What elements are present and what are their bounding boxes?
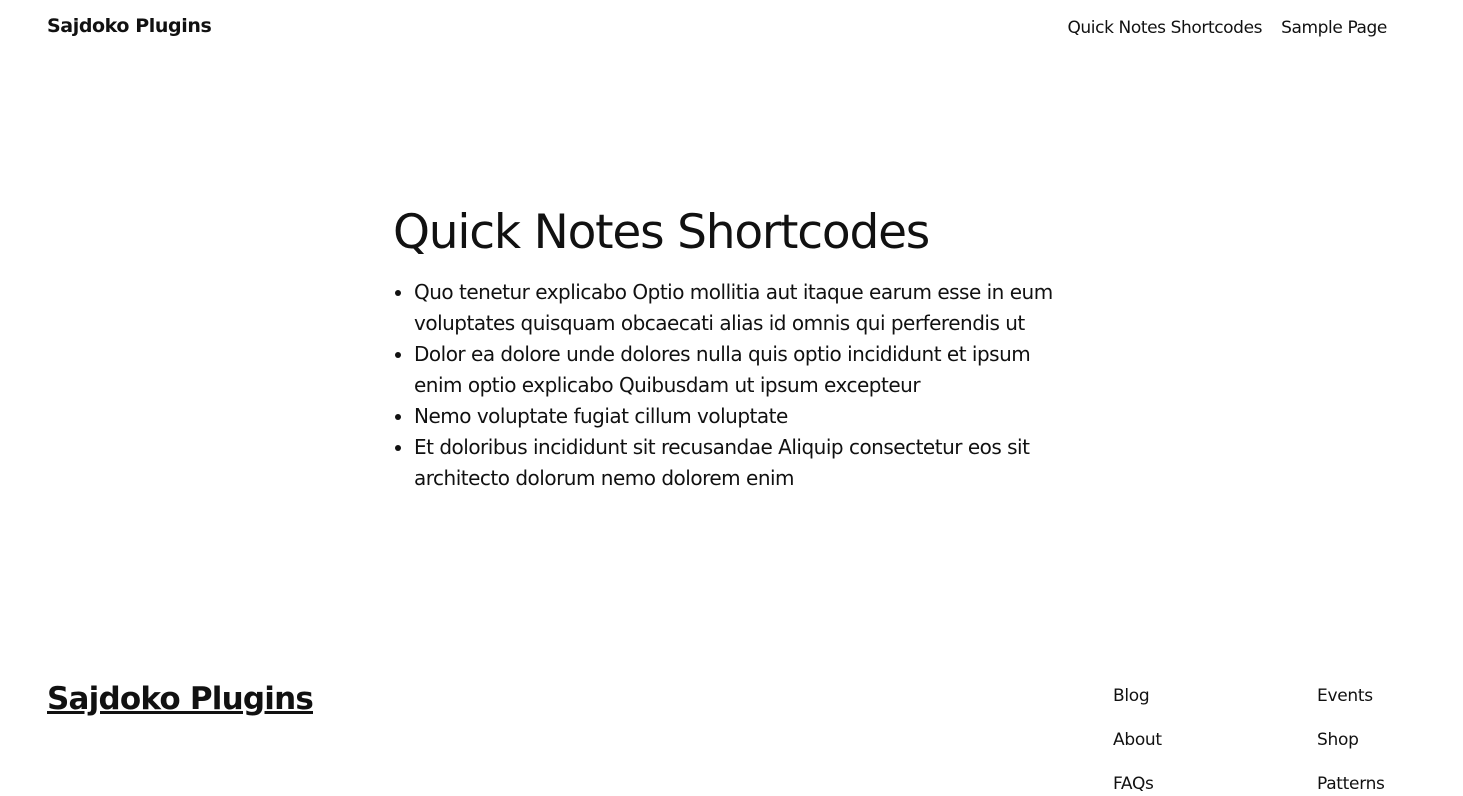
footer-link-faqs[interactable]: FAQs [1113,774,1154,794]
page-title: Quick Notes Shortcodes [393,205,930,260]
nav-item-quick-notes-shortcodes[interactable]: Quick Notes Shortcodes [1067,18,1263,38]
list-item: • Dolor ea dolore unde dolores nulla quis optio incididunt et ipsum enim optio explicabo Quibusdam ut ipsum excepteur [414,339,1054,401]
footer-link-shop[interactable]: Shop [1317,730,1359,750]
footer-nav-column-2 [1317,685,1385,796]
site-title-link[interactable]: Sajdoko Plugins [47,15,212,37]
list-item: • Et doloribus incididunt sit recusandae Aliquip consectetur eos sit architecto dolorum nemo dolorem enim [414,432,1054,494]
primary-nav [1067,18,1387,38]
main-content [393,200,1073,494]
footer-link-events[interactable]: Events [1317,686,1373,706]
footer-nav-column-1 [1113,685,1162,796]
site-header [0,0,1463,60]
footer-link-about[interactable]: About [1113,730,1162,750]
nav-item-sample-page[interactable]: Sample Page [1281,18,1387,38]
list-item: • Quo tenetur explicabo Optio mollitia aut itaque earum esse in eum voluptates quisquam obcaecati alias id omnis qui perferendis ut [414,277,1054,339]
list-item: • Nemo voluptate fugiat cillum voluptate [414,401,1054,432]
notes-list [393,277,1054,494]
footer-site-title-link[interactable]: Sajdoko Plugins [47,681,313,717]
site-footer [0,660,1463,792]
footer-link-blog[interactable]: Blog [1113,686,1150,706]
footer-link-patterns[interactable]: Patterns [1317,774,1385,794]
